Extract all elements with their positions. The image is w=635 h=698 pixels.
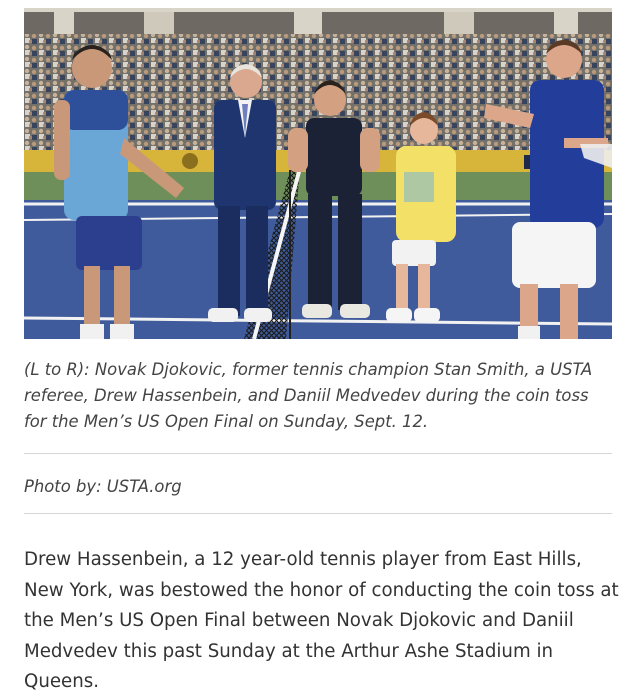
photo-caption: (L to R): Novak Djokovic, former tennis champion Stan Smith, a USTA referee, Drew Hassenbein, and Daniil Medvedev during the coin toss for the Men’s US Open Final on Sunday, Sept. 12. bbox=[24, 360, 593, 431]
article-photo bbox=[24, 8, 612, 339]
credit-divider bbox=[24, 513, 612, 514]
article-paragraph: Drew Hassenbein, a 12 year-old tennis player from East Hills, New York, was bestowed the honor of conducting the coin toss at the Men’s US Open Final between Novak Djokovic and Daniil Medvedev this past Sunday at the Arthur Ashe Stadium in Queens. bbox=[24, 549, 619, 692]
caption-divider bbox=[24, 453, 612, 454]
coin-toss-photo bbox=[24, 8, 612, 339]
photo-credit: Photo by: USTA.org bbox=[24, 477, 182, 496]
